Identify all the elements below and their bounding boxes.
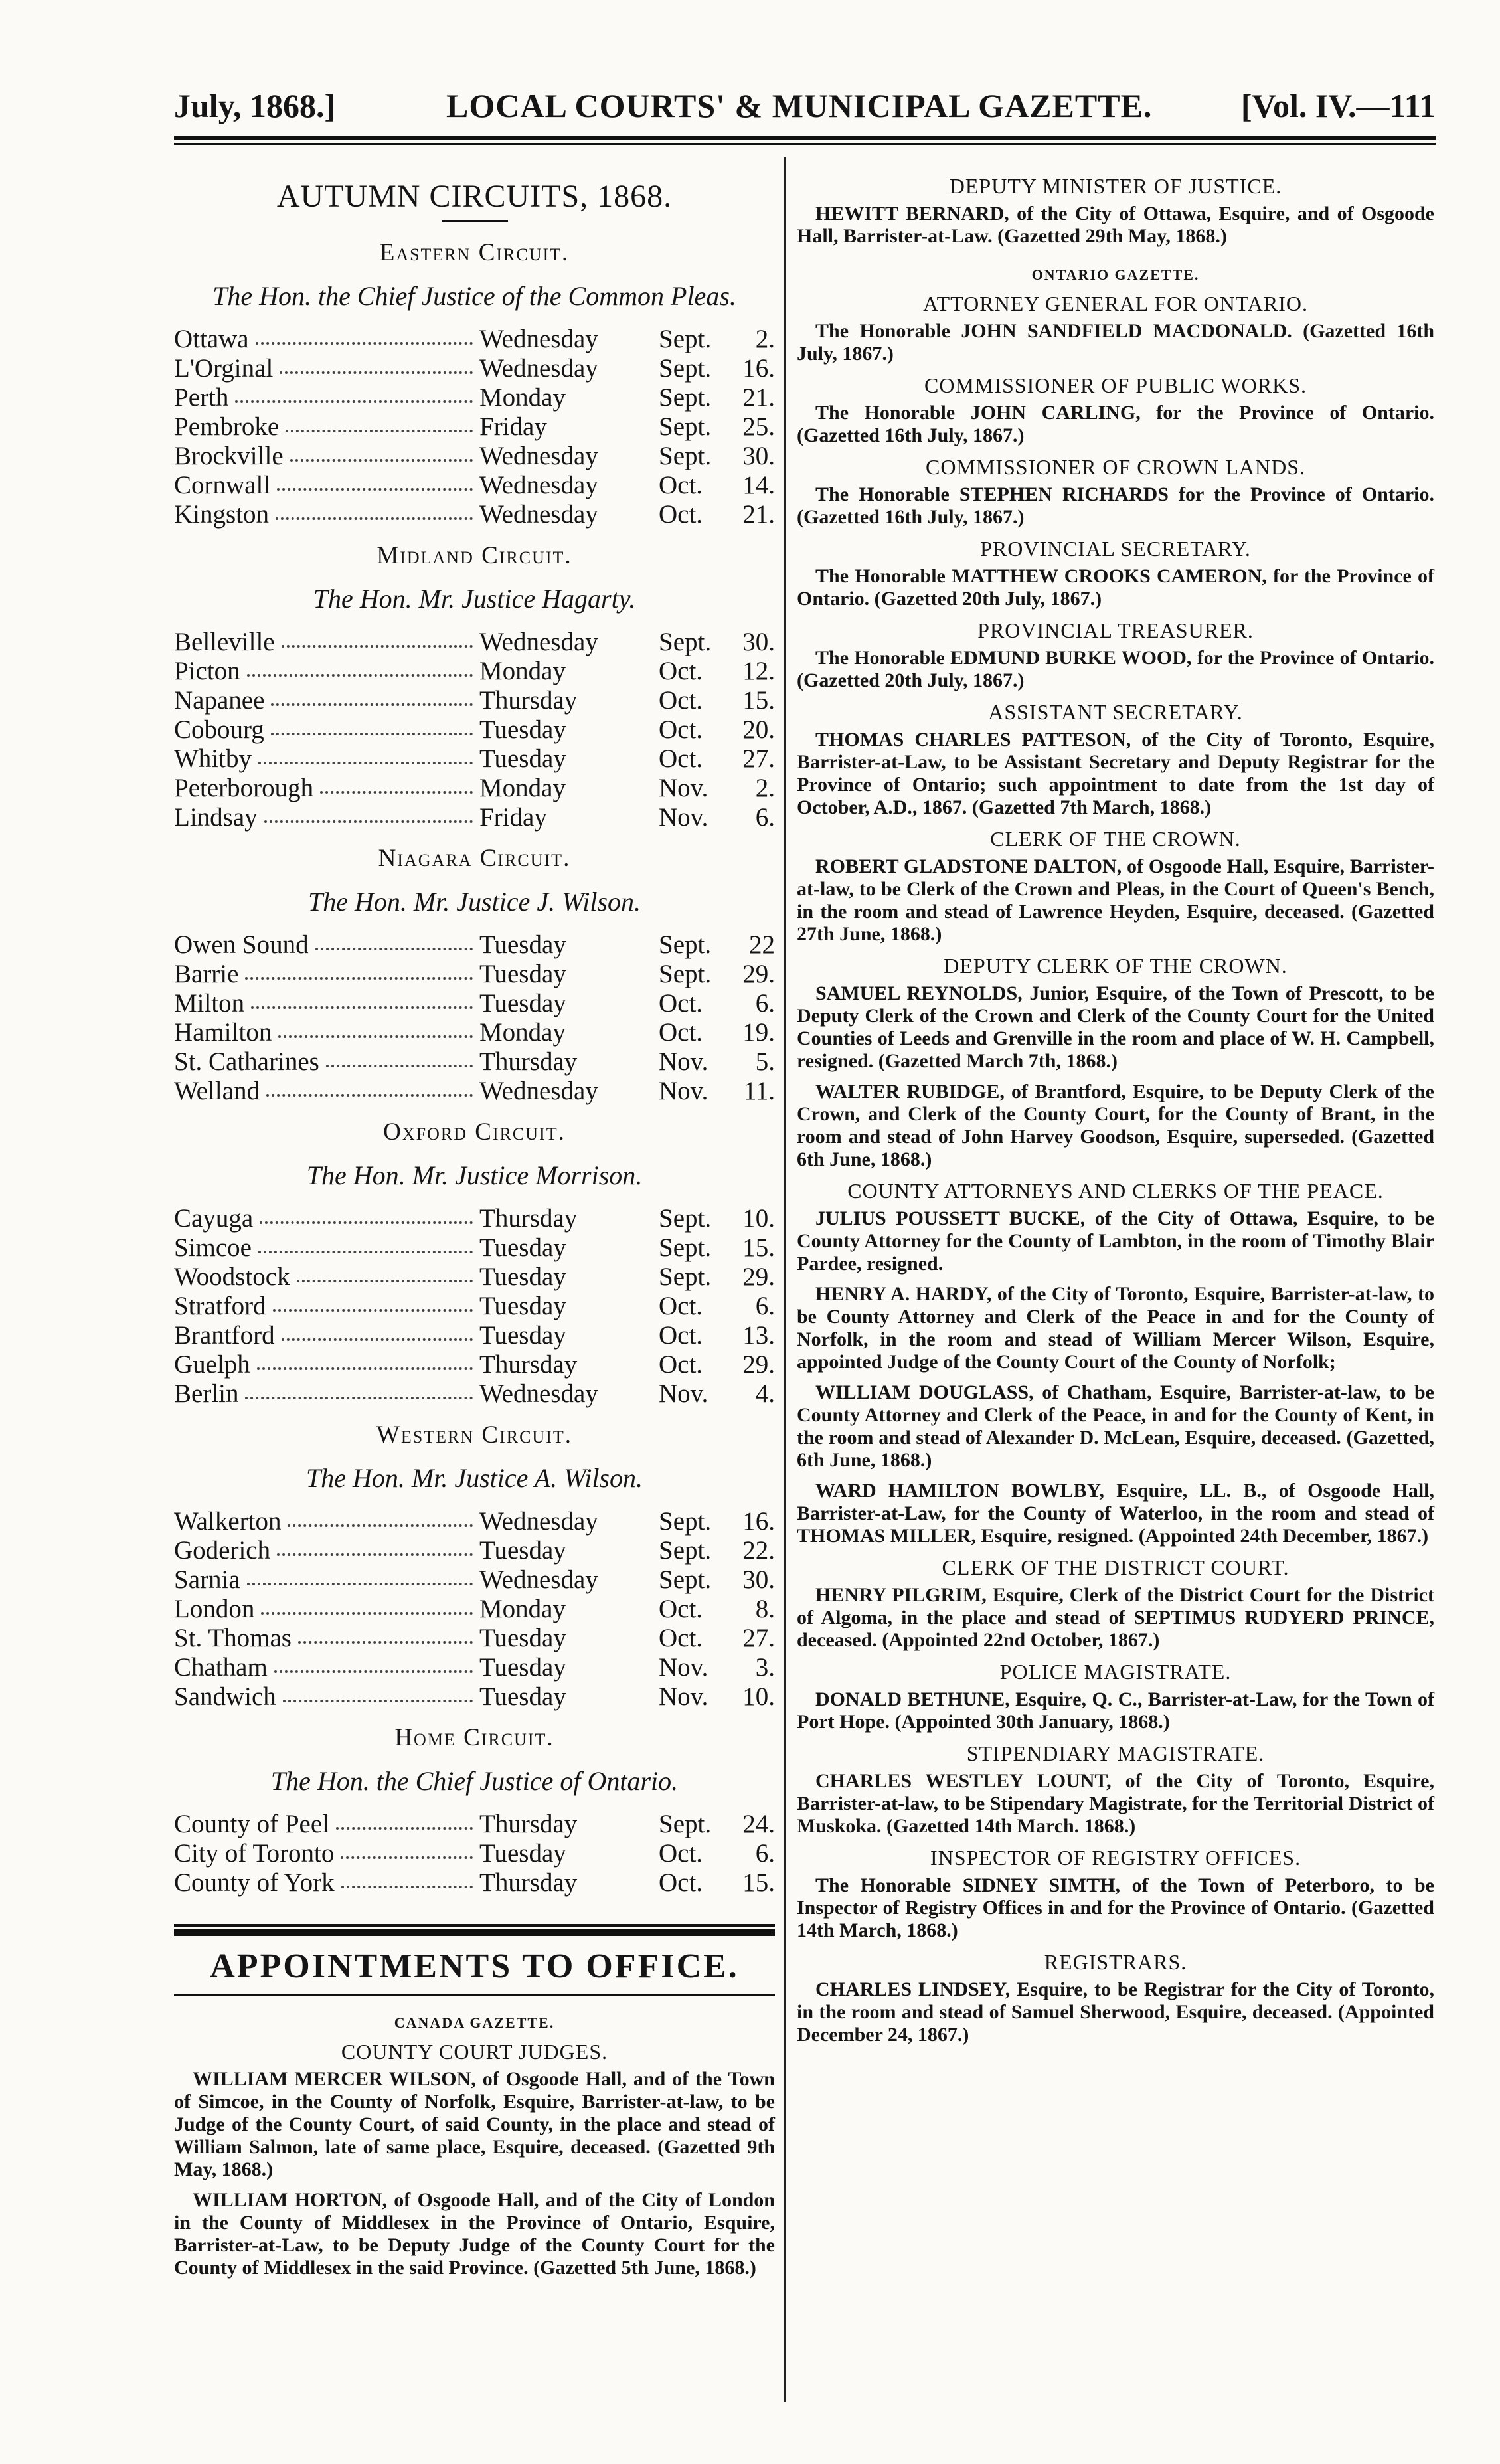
section-heading: COUNTY ATTORNEYS AND CLERKS OF THE PEACE. — [847, 1179, 1384, 1203]
section-heading: DEPUTY CLERK OF THE CROWN. — [944, 954, 1288, 978]
circuit-day: Friday — [479, 412, 547, 441]
header-date: July, 1868.] — [174, 87, 336, 124]
circuit-day: Tuesday — [479, 1233, 566, 1262]
circuit-row — [174, 989, 775, 1018]
circuit-date: 2. — [755, 325, 775, 353]
appointment-paragraph: WILLIAM MERCER WILSON, of Osgoode Hall, and of the Town of Simcoe, in the County of Norfolk, Esquire, Barrister-at-law, to be Judge of the County Court, of said County, in the place and stead of William Salmon, late of same place, Esquire, deceased. (Gazetted 9th May, 1868.) — [174, 2068, 775, 2180]
circuit-town: Chatham — [174, 1653, 268, 1682]
circuit-town: Napanee — [174, 686, 265, 715]
appointment-paragraph: The Honorable SIDNEY SIMTH, of the Town of Peterboro, to be Inspector of Registry Offices in and for the Province of Ontario. (Gazetted 14th March, 1868.) — [797, 1874, 1434, 1941]
circuit-date: 25. — [742, 412, 775, 441]
header-rule-thin — [174, 143, 1436, 145]
circuit-town: Peterborough — [174, 774, 314, 802]
appointments-rule — [174, 1994, 775, 1996]
header-rule-thick — [174, 136, 1436, 140]
appointment-paragraph: HEWITT BERNARD, of the City of Ottawa, Esquire, and of Osgoode Hall, Barrister-at-Law. (Gazetted 29th May, 1868.) — [797, 203, 1434, 247]
leader-dots — [256, 331, 473, 345]
circuit-row — [174, 1507, 775, 1536]
circuit-date: 30. — [742, 1565, 775, 1594]
circuit-date: 5. — [755, 1047, 775, 1076]
circuit-day: Friday — [479, 803, 547, 832]
leader-dots — [290, 448, 473, 462]
circuit-town: Simcoe — [174, 1233, 252, 1262]
circuit-town: Hamilton — [174, 1018, 272, 1047]
circuit-group — [174, 1421, 775, 1712]
section-heading: COMMISSIONER OF CROWN LANDS. — [925, 455, 1306, 479]
circuit-date: 30. — [742, 628, 775, 656]
leader-dots — [235, 390, 473, 403]
appointment-paragraph: The Honorable JOHN SANDFIELD MACDONALD. (Gazetted 16th July, 1867.) — [797, 320, 1434, 365]
appointment-paragraph: THOMAS CHARLES PATTESON, of the City of Toronto, Esquire, Barrister-at-Law, to be Assistant Secretary and Deputy Registrar for the Province of Ontario; such appointment to date from the 1st day of October, A.D., 1867. (Gazetted 7th March, 1868.) — [797, 729, 1434, 818]
circuit-row — [174, 803, 775, 832]
circuit-group — [174, 1118, 775, 1409]
circuit-date: 21. — [742, 383, 775, 412]
circuit-town: Cayuga — [174, 1204, 254, 1233]
circuit-day: Monday — [479, 774, 566, 802]
circuit-row — [174, 1839, 775, 1868]
circuit-town: Cornwall — [174, 471, 271, 499]
circuit-date: 15. — [742, 1868, 775, 1897]
circuit-month: Oct. — [659, 657, 703, 685]
circuit-day: Tuesday — [479, 1624, 566, 1652]
circuit-town: Picton — [174, 657, 240, 685]
circuit-town: City of Toronto — [174, 1839, 335, 1868]
circuit-judge: The Hon. the Chief Justice of the Common Pleas. — [212, 281, 736, 311]
section-heading: STIPENDIARY MAGISTRATE. — [966, 1741, 1265, 1765]
leader-dots — [286, 419, 473, 432]
section-heading: REGISTRARS. — [1044, 1950, 1187, 1974]
circuit-month: Oct. — [659, 1350, 703, 1379]
circuit-day: Wednesday — [479, 1507, 598, 1536]
leader-dots — [278, 1025, 473, 1038]
circuit-row — [174, 1624, 775, 1653]
circuit-month: Nov. — [659, 774, 708, 802]
circuit-month: Oct. — [659, 471, 703, 499]
circuit-day: Thursday — [479, 1204, 578, 1233]
circuit-day: Tuesday — [479, 1536, 566, 1565]
circuit-day: Thursday — [479, 1047, 578, 1076]
leader-dots — [258, 1240, 473, 1253]
circuit-day: Tuesday — [479, 960, 566, 988]
circuit-town: Kingston — [174, 500, 270, 529]
leader-dots — [245, 1386, 473, 1399]
circuit-month: Oct. — [659, 500, 703, 529]
circuit-date: 19. — [742, 1018, 775, 1047]
circuit-town: Barrie — [174, 960, 239, 988]
circuit-date: 10. — [742, 1682, 775, 1711]
circuit-row — [174, 354, 775, 383]
circuit-month: Sept. — [659, 1233, 712, 1262]
circuit-town: Welland — [174, 1077, 260, 1105]
circuit-row — [174, 1536, 775, 1565]
circuit-day: Wednesday — [479, 471, 598, 499]
leader-dots — [288, 1514, 473, 1527]
circuit-date: 6. — [755, 1839, 775, 1868]
appointment-paragraph: SAMUEL REYNOLDS, Junior, Esquire, of the Town of Prescott, to be Deputy Clerk of the Crown and Clerk of the County Court for the United Counties of Leeds and Grenville in the room and place of W. H. Campbell, resigned. (Gazetted March 7th, 1868.) — [797, 982, 1434, 1072]
circuit-judge: The Hon. Mr. Justice Hagarty. — [313, 584, 636, 614]
column-divider — [784, 157, 786, 2402]
circuit-day: Monday — [479, 383, 566, 412]
circuit-day: Wednesday — [479, 500, 598, 529]
circuit-date: 20. — [742, 715, 775, 744]
circuit-day: Thursday — [479, 1810, 578, 1838]
circuit-date: 29. — [742, 960, 775, 988]
circuit-month: Sept. — [659, 1810, 712, 1838]
circuit-row — [174, 1565, 775, 1595]
leader-dots — [251, 996, 473, 1009]
circuit-day: Tuesday — [479, 930, 566, 959]
circuit-row — [174, 1292, 775, 1321]
right-column — [797, 166, 1434, 2054]
circuit-judge: The Hon. the Chief Justice of Ontario. — [270, 1766, 679, 1796]
circuit-town: Goderich — [174, 1536, 271, 1565]
leader-dots — [280, 361, 473, 374]
circuit-month: Oct. — [659, 1018, 703, 1047]
circuit-day: Wednesday — [479, 1565, 598, 1594]
circuit-month: Sept. — [659, 1565, 712, 1594]
circuit-day: Tuesday — [479, 1653, 566, 1682]
circuit-month: Oct. — [659, 745, 703, 773]
leader-dots — [264, 810, 473, 823]
circuit-town: Guelph — [174, 1350, 250, 1379]
canada-gazette-tag: CANADA GAZETTE. — [394, 2014, 555, 2031]
circuit-day: Monday — [479, 1595, 566, 1623]
circuit-date: 16. — [742, 354, 775, 383]
circuit-date: 30. — [742, 442, 775, 470]
leader-dots — [282, 634, 473, 648]
circuit-town: Milton — [174, 989, 245, 1017]
circuit-month: Oct. — [659, 989, 703, 1017]
circuit-town: County of York — [174, 1868, 335, 1897]
circuit-day: Tuesday — [479, 745, 566, 773]
section-heading: CLERK OF THE DISTRICT COURT. — [942, 1555, 1290, 1579]
circuit-day: Wednesday — [479, 354, 598, 383]
circuit-date: 13. — [742, 1321, 775, 1350]
circuit-month: Sept. — [659, 930, 712, 959]
circuit-row — [174, 383, 775, 412]
circuit-month: Oct. — [659, 715, 703, 744]
circuit-town: Belleville — [174, 628, 275, 656]
leader-dots — [273, 1298, 473, 1312]
leader-dots — [315, 937, 473, 950]
circuit-date: 12. — [742, 657, 775, 685]
appointment-paragraph: WILLIAM DOUGLASS, of Chatham, Esquire, Barrister-at-law, to be County Attorney and Clerk of the Peace, in and for the County of Kent, in the room and stead of Alexander D. McLean, Esquire, deceased. (Gazetted, 6th June, 1868.) — [797, 1381, 1434, 1471]
circuit-row — [174, 1233, 775, 1263]
circuit-date: 8. — [755, 1595, 775, 1623]
circuit-date: 22 — [749, 930, 775, 959]
circuit-date: 15. — [742, 686, 775, 715]
leader-dots — [247, 1572, 473, 1585]
circuits-title: AUTUMN CIRCUITS, 1868. — [276, 179, 673, 214]
section-heading: PROVINCIAL TREASURER. — [977, 618, 1254, 642]
left-column — [174, 165, 775, 2287]
circuit-date: 2. — [755, 774, 775, 802]
circuit-date: 6. — [755, 989, 775, 1017]
circuit-date: 29. — [742, 1350, 775, 1379]
circuit-date: 4. — [755, 1379, 775, 1408]
circuit-row — [174, 1810, 775, 1839]
circuit-date: 27. — [742, 1624, 775, 1652]
circuit-group — [174, 844, 775, 1106]
circuit-month: Sept. — [659, 354, 712, 383]
leader-dots — [274, 1660, 473, 1673]
appointments-title: APPOINTMENTS TO OFFICE. — [210, 1947, 739, 1985]
circuit-row — [174, 1077, 775, 1106]
circuit-date: 6. — [755, 1292, 775, 1320]
appointment-paragraph: The Honorable STEPHEN RICHARDS for the Province of Ontario. (Gazetted 16th July, 1867.) — [797, 484, 1434, 528]
circuit-group — [174, 541, 775, 832]
leader-dots — [276, 507, 473, 520]
circuit-name: Home Circuit. — [394, 1724, 554, 1751]
leader-dots — [271, 722, 473, 735]
leader-dots — [320, 780, 473, 794]
circuit-town: Brockville — [174, 442, 284, 470]
circuit-day: Tuesday — [479, 1839, 566, 1868]
circuit-town: Pembroke — [174, 412, 280, 441]
circuit-month: Nov. — [659, 1047, 708, 1076]
circuit-date: 6. — [755, 803, 775, 832]
circuit-date: 3. — [755, 1653, 775, 1682]
circuit-row — [174, 1682, 775, 1712]
circuit-day: Thursday — [479, 1868, 578, 1897]
circuit-month: Oct. — [659, 686, 703, 715]
leader-dots — [283, 1689, 473, 1702]
circuit-town: Perth — [174, 383, 229, 412]
leader-dots — [257, 1357, 473, 1370]
leader-dots — [277, 478, 473, 491]
circuit-day: Wednesday — [479, 325, 598, 353]
circuit-town: London — [174, 1595, 255, 1623]
circuit-row — [174, 686, 775, 715]
circuit-month: Sept. — [659, 412, 712, 441]
leader-dots — [336, 1816, 473, 1830]
circuit-town: Woodstock — [174, 1263, 290, 1291]
circuit-group — [174, 1723, 775, 1897]
circuit-row — [174, 325, 775, 354]
section-heading: ATTORNEY GENERAL FOR ONTARIO. — [923, 292, 1308, 315]
volume-page: [Vol. IV.—111 — [1240, 87, 1436, 124]
circuit-row — [174, 471, 775, 500]
circuit-date: 14. — [742, 471, 775, 499]
circuit-town: Sandwich — [174, 1682, 276, 1711]
appointments-list — [797, 174, 1434, 2046]
circuit-day: Tuesday — [479, 1292, 566, 1320]
circuit-month: Sept. — [659, 1204, 712, 1233]
circuit-month: Sept. — [659, 1536, 712, 1565]
circuit-judge: The Hon. Mr. Justice A. Wilson. — [305, 1463, 643, 1493]
circuit-month: Sept. — [659, 383, 712, 412]
circuit-name: Niagara Circuit. — [378, 845, 571, 872]
county-court-paragraphs — [174, 2068, 775, 2279]
appointment-paragraph: JULIUS POUSSETT BUCKE, of the City of Ottawa, Esquire, to be County Attorney for the County of Lambton, in the room of Timothy Blair Pardee, resigned. — [797, 1207, 1434, 1275]
circuit-month: Oct. — [659, 1321, 703, 1350]
section-heading: POLICE MAGISTRATE. — [999, 1660, 1232, 1684]
circuit-row — [174, 657, 775, 686]
leader-dots — [261, 1601, 473, 1615]
title-underline — [442, 220, 508, 222]
circuit-row — [174, 715, 775, 745]
section-heading: INSPECTOR OF REGISTRY OFFICES. — [930, 1846, 1301, 1870]
circuit-month: Sept. — [659, 1507, 712, 1536]
circuit-day: Wednesday — [479, 442, 598, 470]
circuit-town: County of Peel — [174, 1810, 329, 1838]
circuit-month: Sept. — [659, 442, 712, 470]
circuit-day: Tuesday — [479, 1263, 566, 1291]
circuit-date: 15. — [742, 1233, 775, 1262]
circuit-date: 10. — [742, 1204, 775, 1233]
circuit-date: 29. — [742, 1263, 775, 1291]
section-heading: PROVINCIAL SECRETARY. — [980, 537, 1251, 561]
circuit-month: Oct. — [659, 1839, 703, 1868]
leader-dots — [245, 966, 473, 980]
circuit-row — [174, 1653, 775, 1682]
circuit-month: Oct. — [659, 1868, 703, 1897]
circuit-row — [174, 930, 775, 960]
circuit-month: Sept. — [659, 628, 712, 656]
circuit-town: Lindsay — [174, 803, 258, 832]
circuit-month: Sept. — [659, 960, 712, 988]
circuit-day: Tuesday — [479, 1682, 566, 1711]
circuit-month: Sept. — [659, 325, 712, 353]
appointment-paragraph: The Honorable JOHN CARLING, for the Province of Ontario. (Gazetted 16th July, 1867.) — [797, 402, 1434, 446]
leader-dots — [271, 693, 473, 706]
circuit-town: Berlin — [174, 1379, 239, 1408]
leader-dots — [247, 663, 473, 677]
leader-dots — [341, 1875, 473, 1888]
circuit-month: Nov. — [659, 1077, 708, 1105]
circuit-month: Nov. — [659, 1379, 708, 1408]
circuit-row — [174, 1204, 775, 1233]
circuit-row — [174, 1047, 775, 1077]
section-heading: CLERK OF THE CROWN. — [990, 827, 1241, 851]
circuit-month: Oct. — [659, 1595, 703, 1623]
leader-dots — [341, 1846, 473, 1859]
appointment-paragraph: HENRY A. HARDY, of the City of Toronto, Esquire, Barrister-at-law, to be County Attorney and Clerk of the Peace in and for the County of Norfolk, in the room and stead of William Mercer Wilson, Esquire, appointed Judge of the County Court of the County of Norfolk; — [797, 1283, 1434, 1373]
appointment-paragraph: CHARLES WESTLEY LOUNT, of the City of Toronto, Esquire, Barrister-at-law, to be Stipendary Magistrate, for the Territorial District of Muskoka. (Gazetted 14th March. 1868.) — [797, 1770, 1434, 1837]
circuit-month: Nov. — [659, 1682, 708, 1711]
circuit-row — [174, 412, 775, 442]
circuit-row — [174, 1350, 775, 1379]
circuit-town: Whitby — [174, 745, 252, 773]
circuit-town: Sarnia — [174, 1565, 240, 1594]
circuit-day: Wednesday — [479, 1077, 598, 1105]
circuit-month: Oct. — [659, 1292, 703, 1320]
section-rule — [174, 1924, 775, 1936]
circuit-row — [174, 1595, 775, 1624]
circuit-date: 27. — [742, 745, 775, 773]
circuit-date: 11. — [743, 1077, 775, 1105]
circuit-town: Cobourg — [174, 715, 264, 744]
circuit-town: Owen Sound — [174, 930, 309, 959]
circuit-town: Ottawa — [174, 325, 249, 353]
leader-dots — [297, 1269, 473, 1282]
circuit-name: Eastern Circuit. — [379, 239, 570, 266]
circuit-row — [174, 500, 775, 529]
circuit-row — [174, 960, 775, 989]
appointment-paragraph: WARD HAMILTON BOWLBY, Esquire, LL. B., of Osgoode Hall, Barrister-at-Law, for the County of Waterloo, in the room and stead of THOMAS MILLER, Esquire, resigned. (Appointed 24th December, 1867.) — [797, 1480, 1434, 1547]
appointment-paragraph: ROBERT GLADSTONE DALTON, of Osgoode Hall, Esquire, Barrister-at-law, to be Clerk of the Crown and Pleas, in the Court of Queen's Bench, in the room and stead of Lawrence Heyden, Esquire, deceased. (Gazetted 27th June, 1868.) — [797, 855, 1434, 945]
circuit-town: Brantford — [174, 1321, 275, 1350]
leader-dots — [258, 751, 473, 764]
circuit-name: Western Circuit. — [376, 1421, 572, 1449]
circuit-day: Tuesday — [479, 1321, 566, 1350]
circuit-list — [174, 238, 775, 1897]
circuit-row — [174, 628, 775, 657]
gazette-title: LOCAL COURTS' & MUNICIPAL GAZETTE. — [446, 87, 1153, 124]
circuit-row — [174, 745, 775, 774]
circuit-month: Sept. — [659, 1263, 712, 1291]
circuit-row — [174, 1018, 775, 1047]
circuit-row — [174, 1868, 775, 1897]
circuit-day: Wednesday — [479, 1379, 598, 1408]
circuit-town: St. Thomas — [174, 1624, 292, 1652]
circuit-row — [174, 774, 775, 803]
section-heading: DEPUTY MINISTER OF JUSTICE. — [949, 174, 1282, 198]
circuit-day: Tuesday — [479, 715, 566, 744]
circuit-day: Wednesday — [479, 628, 598, 656]
circuit-date: 16. — [742, 1507, 775, 1536]
circuit-judge: The Hon. Mr. Justice Morrison. — [306, 1160, 643, 1190]
circuit-date: 22. — [742, 1536, 775, 1565]
section-heading: ASSISTANT SECRETARY. — [988, 700, 1243, 724]
circuit-town: Stratford — [174, 1292, 266, 1320]
leader-dots — [266, 1083, 473, 1097]
leader-dots — [326, 1054, 473, 1067]
circuit-day: Thursday — [479, 1350, 578, 1379]
leader-dots — [277, 1543, 473, 1556]
leader-dots — [260, 1211, 473, 1224]
circuit-row — [174, 1263, 775, 1292]
circuit-month: Oct. — [659, 1624, 703, 1652]
circuit-date: 21. — [742, 500, 775, 529]
circuit-day: Monday — [479, 1018, 566, 1047]
circuit-day: Tuesday — [479, 989, 566, 1017]
leader-dots — [282, 1328, 473, 1341]
circuit-group — [174, 238, 775, 529]
circuit-name: Oxford Circuit. — [383, 1118, 566, 1146]
appointment-paragraph: WALTER RUBIDGE, of Brantford, Esquire, to be Deputy Clerk of the Crown, and Clerk of the County Court, for the County of Brant, in the room and stead of John Harvey Goodson, Esquire, superseded. (Gazetted 6th June, 1868.) — [797, 1081, 1434, 1170]
appointment-paragraph: The Honorable MATTHEW CROOKS CAMERON, for the Province of Ontario. (Gazetted 20th July, 1867.) — [797, 565, 1434, 610]
circuit-day: Thursday — [479, 686, 578, 715]
appointment-paragraph: DONALD BETHUNE, Esquire, Q. C., Barrister-at-Law, for the Town of Port Hope. (Appointed 30th January, 1868.) — [797, 1688, 1434, 1733]
ontario-gazette-tag: ONTARIO GAZETTE. — [1031, 266, 1200, 283]
county-court-heading: COUNTY COURT JUDGES. — [341, 2040, 608, 2064]
appointment-paragraph: WILLIAM HORTON, of Osgoode Hall, and of the City of London in the County of Middlesex in the Province of Ontario, Esquire, Barrister-at-Law, to be Deputy Judge of the County Court for the County of Middlesex in the said Province. (Gazetted 5th June, 1868.) — [174, 2189, 775, 2279]
circuit-row — [174, 1321, 775, 1350]
circuit-town: L'Orginal — [174, 354, 274, 383]
appointment-paragraph: The Honorable EDMUND BURKE WOOD, for the Province of Ontario. (Gazetted 20th July, 1867.) — [797, 647, 1434, 691]
appointment-paragraph: HENRY PILGRIM, Esquire, Clerk of the District Court for the District of Algoma, in the place and stead of SEPTIMUS RUDYERD PRINCE, deceased. (Appointed 22nd October, 1867.) — [797, 1584, 1434, 1651]
circuit-town: Walkerton — [174, 1507, 282, 1536]
circuit-town: St. Catharines — [174, 1047, 319, 1076]
page-header — [174, 81, 1436, 134]
section-heading: COMMISSIONER OF PUBLIC WORKS. — [924, 373, 1307, 397]
circuit-date: 24. — [742, 1810, 775, 1838]
circuit-month: Nov. — [659, 803, 708, 832]
leader-dots — [298, 1630, 473, 1644]
circuit-name: Midland Circuit. — [376, 542, 572, 569]
appointment-paragraph: CHARLES LINDSEY, Esquire, to be Registrar for the City of Toronto, in the room and stead of Samuel Sherwood, Esquire, deceased. (Appointed December 24, 1867.) — [797, 1979, 1434, 2046]
circuit-row — [174, 1379, 775, 1409]
circuit-day: Monday — [479, 657, 566, 685]
circuit-judge: The Hon. Mr. Justice J. Wilson. — [307, 887, 641, 917]
circuit-row — [174, 442, 775, 471]
circuit-month: Nov. — [659, 1653, 708, 1682]
